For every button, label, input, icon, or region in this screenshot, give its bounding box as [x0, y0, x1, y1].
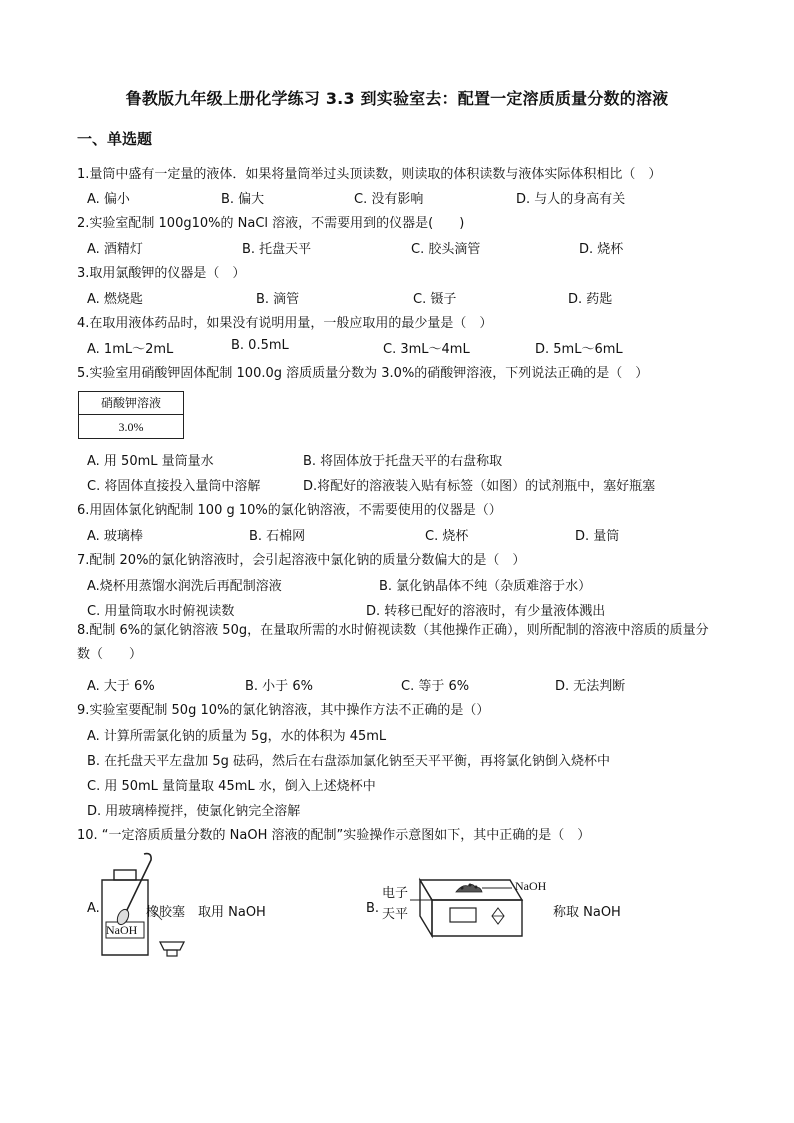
question-9-option-d[interactable]: D. 用玻璃棒搅拌，使氯化钠完全溶解: [87, 804, 301, 819]
figure-a-caption: 取用 NaOH: [198, 905, 266, 920]
question-1-stem: 1.量筒中盛有一定量的液体．如果将量筒举过头顶读数，则读取的体积读数与液体实际体积相比（ ）: [77, 167, 662, 182]
figure-b-letter[interactable]: B.: [366, 901, 380, 916]
question-8-stem: 8.配制 6%的氯化钠溶液 50g，在量取所需的水时俯视读数（其他操作正确），则所配制的溶液中溶质的质量分数（ ）: [77, 623, 709, 662]
question-4-option-d[interactable]: D. 5mL～6mL: [535, 342, 623, 357]
question-2-stem: 2.实验室配制 100g10%的 NaCl 溶液，不需要用到的仪器是( ): [77, 216, 465, 231]
question-9-option-a[interactable]: A. 计算所需氯化钠的质量为 5g，水的体积为 45mL: [87, 729, 387, 744]
figure-a-letter[interactable]: A.: [87, 901, 100, 916]
balance-label-1: 电子: [382, 886, 409, 901]
question-6-option-b[interactable]: B. 石棉网: [249, 529, 306, 544]
question-6-option-d[interactable]: D. 量筒: [575, 529, 620, 544]
question-7-option-c[interactable]: C. 用量筒取水时俯视读数: [87, 604, 235, 619]
question-3-option-c[interactable]: C. 镊子: [413, 292, 457, 307]
reagent-label-value: 3.0%: [118, 420, 144, 434]
question-2-option-b[interactable]: B. 托盘天平: [242, 242, 312, 257]
question-3-option-d[interactable]: D. 药匙: [568, 292, 613, 307]
question-5-option-b[interactable]: B. 将固体放于托盘天平的右盘称取: [303, 454, 503, 469]
question-1-option-a[interactable]: A. 偏小: [87, 192, 130, 207]
question-9-stem: 9.实验室要配制 50g 10%的氯化钠溶液，其中操作方法不正确的是（）: [77, 703, 490, 718]
question-5-stem: 5.实验室用硝酸钾固体配制 100.0g 溶质质量分数为 3.0%的硝酸钾溶液，下列说法正确的是（ ）: [77, 366, 649, 381]
question-7-stem: 7.配制 20%的氯化钠溶液时，会引起溶液中氯化钠的质量分数偏大的是（ ）: [77, 553, 526, 568]
question-8-option-b[interactable]: B. 小于 6%: [245, 679, 313, 694]
question-1-option-c[interactable]: C. 没有影响: [354, 192, 424, 207]
question-7-option-b[interactable]: B. 氯化钠晶体不纯（杂质难溶于水）: [379, 579, 592, 594]
sample-label: NaOH: [515, 879, 547, 893]
document-title: 鲁教版九年级上册化学练习 3.3 到实验室去：配置一定溶质质量分数的溶液: [125, 89, 669, 108]
question-4-option-c[interactable]: C. 3mL～4mL: [383, 342, 470, 357]
question-8-option-a[interactable]: A. 大于 6%: [87, 679, 155, 694]
question-9-option-c[interactable]: C. 用 50mL 量筒量取 45mL 水，倒入上述烧杯中: [87, 779, 376, 794]
stopper-label: 橡胶塞: [146, 905, 186, 920]
balance-label-2: 天平: [382, 907, 409, 922]
question-5-option-c[interactable]: C. 将固体直接投入量筒中溶解: [87, 479, 261, 494]
question-4-option-a[interactable]: A. 1mL～2mL: [87, 342, 174, 357]
reagent-label-name: 硝酸钾溶液: [79, 392, 183, 415]
question-9-option-b[interactable]: B. 在托盘天平左盘加 5g 砝码，然后在右盘添加氯化钠至天平平衡，再将氯化钠倒入烧杯中: [87, 754, 610, 769]
question-1-option-d[interactable]: D. 与人的身高有关: [516, 192, 626, 207]
section-heading: 一、单选题: [77, 130, 153, 148]
question-2-option-c[interactable]: C. 胶头滴管: [411, 242, 481, 257]
bottle-label-text: NaOH: [106, 923, 138, 937]
figure-b-caption: 称取 NaOH: [553, 905, 621, 920]
question-6-option-c[interactable]: C. 烧杯: [425, 529, 469, 544]
question-4-stem: 4.在取用液体药品时，如果没有说明用量，一般应取用的最少量是（ ）: [77, 316, 493, 331]
question-3-option-b[interactable]: B. 滴管: [256, 292, 300, 307]
question-1-option-b[interactable]: B. 偏大: [221, 192, 265, 207]
question-7-option-d[interactable]: D. 转移已配好的溶液时，有少量液体溅出: [366, 604, 606, 619]
question-3-stem: 3.取用氯酸钾的仪器是（ ）: [77, 266, 246, 281]
question-8-option-d[interactable]: D. 无法判断: [555, 679, 626, 694]
question-6-stem: 6.用固体氯化钠配制 100 g 10%的氯化钠溶液，不需要使用的仪器是（）: [77, 503, 502, 518]
question-4-option-b[interactable]: B. 0.5mL: [231, 338, 289, 353]
electronic-balance-figure: [410, 868, 530, 942]
question-2-option-d[interactable]: D. 烧杯: [579, 242, 624, 257]
reagent-label-figure: [78, 391, 184, 439]
question-3-option-a[interactable]: A. 燃烧匙: [87, 292, 143, 307]
question-7-option-a[interactable]: A.烧杯用蒸馏水润洗后再配制溶液: [87, 579, 282, 594]
question-5-option-a[interactable]: A. 用 50mL 量筒量水: [87, 454, 214, 469]
question-5-option-d[interactable]: D.将配好的溶液装入贴有标签（如图）的试剂瓶中，塞好瓶塞: [303, 479, 656, 494]
question-8-option-c[interactable]: C. 等于 6%: [401, 679, 470, 694]
question-6-option-a[interactable]: A. 玻璃棒: [87, 529, 143, 544]
question-2-option-a[interactable]: A. 酒精灯: [87, 242, 143, 257]
question-10-stem: 10. “一定溶质质量分数的 NaOH 溶液的配制”实验操作示意图如下，其中正确的是（ ）: [77, 828, 591, 843]
